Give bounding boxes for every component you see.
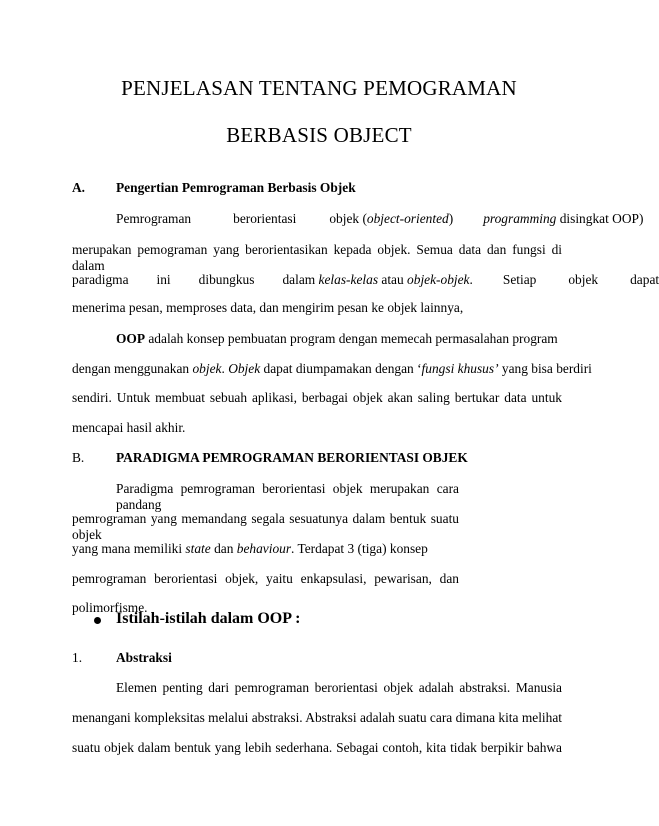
text: objek (	[329, 211, 367, 226]
bullet-heading: Istilah-istilah dalam OOP :	[116, 610, 301, 627]
section-a-p1-line-2: merupakan pemograman yang berorientasikan kepada objek. Semua data dan fungsi di dalam	[72, 242, 562, 273]
text: adalah konsep pembuatan program dengan memecah permasalahan program	[145, 331, 558, 346]
text: dibungkus	[198, 272, 255, 287]
bullet-icon	[94, 617, 101, 624]
section-a-p2-line-2	[72, 361, 592, 377]
text: Setiap	[502, 272, 537, 287]
text: berorientasi	[233, 211, 297, 226]
text: OOP	[116, 331, 146, 346]
text: dan	[210, 541, 237, 556]
item-1-line-1: Elemen penting dari pemrograman berorientasi objek adalah abstraksi. Manusia	[116, 680, 562, 695]
text: disingkat OOP)	[556, 211, 644, 226]
section-a-p1-line-3	[72, 272, 659, 288]
item-1-line-2: menangani kompleksitas melalui abstraksi. Abstraksi adalah suatu cara dimana kita melihat	[72, 710, 562, 725]
text: . Terdapat 3 (tiga) konsep	[291, 541, 428, 556]
document-title-line-2: BERBASIS OBJECT	[226, 123, 412, 147]
text: yang mana memiliki	[72, 541, 186, 556]
section-a-p2-line-3: sendiri. Untuk membuat sebuah aplikasi, berbagai objek akan saling bertukar data untuk	[72, 390, 562, 405]
text: dapat diumpamakan dengan ‘	[260, 361, 422, 376]
text: state	[185, 541, 211, 556]
text: dengan menggunakan	[72, 361, 193, 376]
text: dalam	[282, 272, 319, 287]
text: kelas-kelas	[318, 272, 379, 287]
text: ini	[156, 272, 171, 287]
text: objek	[192, 361, 222, 376]
text: Objek	[228, 361, 261, 376]
text: atau	[378, 272, 408, 287]
text: fungsi khusus’	[421, 361, 499, 376]
section-b-line-2: pemrograman yang memandang segala sesuatunya dalam bentuk suatu objek	[72, 511, 459, 542]
text: object-oriented	[366, 211, 449, 226]
text: .	[221, 361, 229, 376]
text: behaviour	[236, 541, 292, 556]
item-1-line-3: suatu objek dalam bentuk yang lebih sederhana. Sebagai contoh, kita tidak berpikir bahwa	[72, 740, 562, 755]
item-1-heading: Abstraksi	[116, 650, 172, 665]
text: dapat	[630, 272, 659, 287]
section-b-line-3	[72, 541, 428, 557]
text: yang bisa berdiri	[498, 361, 592, 376]
section-a-p2-line-4: mencapai hasil akhir.	[72, 420, 186, 435]
section-a-heading: Pengertian Pemrograman Berbasis Objek	[116, 180, 356, 195]
section-b-line-1: Paradigma pemrograman berorientasi objek merupakan cara pandang	[116, 481, 459, 512]
section-b-marker: B.	[72, 450, 85, 465]
section-b-line-5: polimorfisme.	[72, 600, 148, 615]
section-b-heading: PARADIGMA PEMROGRAMAN BERORIENTASI OBJEK	[116, 450, 468, 465]
text: Pemrograman	[116, 211, 192, 226]
section-a-p2-line-1	[116, 331, 558, 347]
text: paradigma	[72, 272, 129, 287]
text: objek-objek	[407, 272, 470, 287]
section-a-marker: A.	[72, 180, 86, 195]
section-a-p1-line-4: menerima pesan, memproses data, dan mengirim pesan ke objek lainnya,	[72, 300, 464, 315]
document-title-line-1: PENJELASAN TENTANG PEMOGRAMAN	[121, 76, 517, 100]
section-a-p1-line-1: Pemrograman berorientasi objek (object-oriented) programming disingkat OOP)	[116, 211, 644, 226]
section-b-line-4: pemrograman berorientasi objek, yaitu enkapsulasi, pewarisan, dan	[72, 571, 459, 586]
text: programming	[483, 211, 557, 226]
text: objek	[568, 272, 599, 287]
text: .	[469, 272, 473, 287]
item-1-marker: 1.	[72, 650, 83, 665]
